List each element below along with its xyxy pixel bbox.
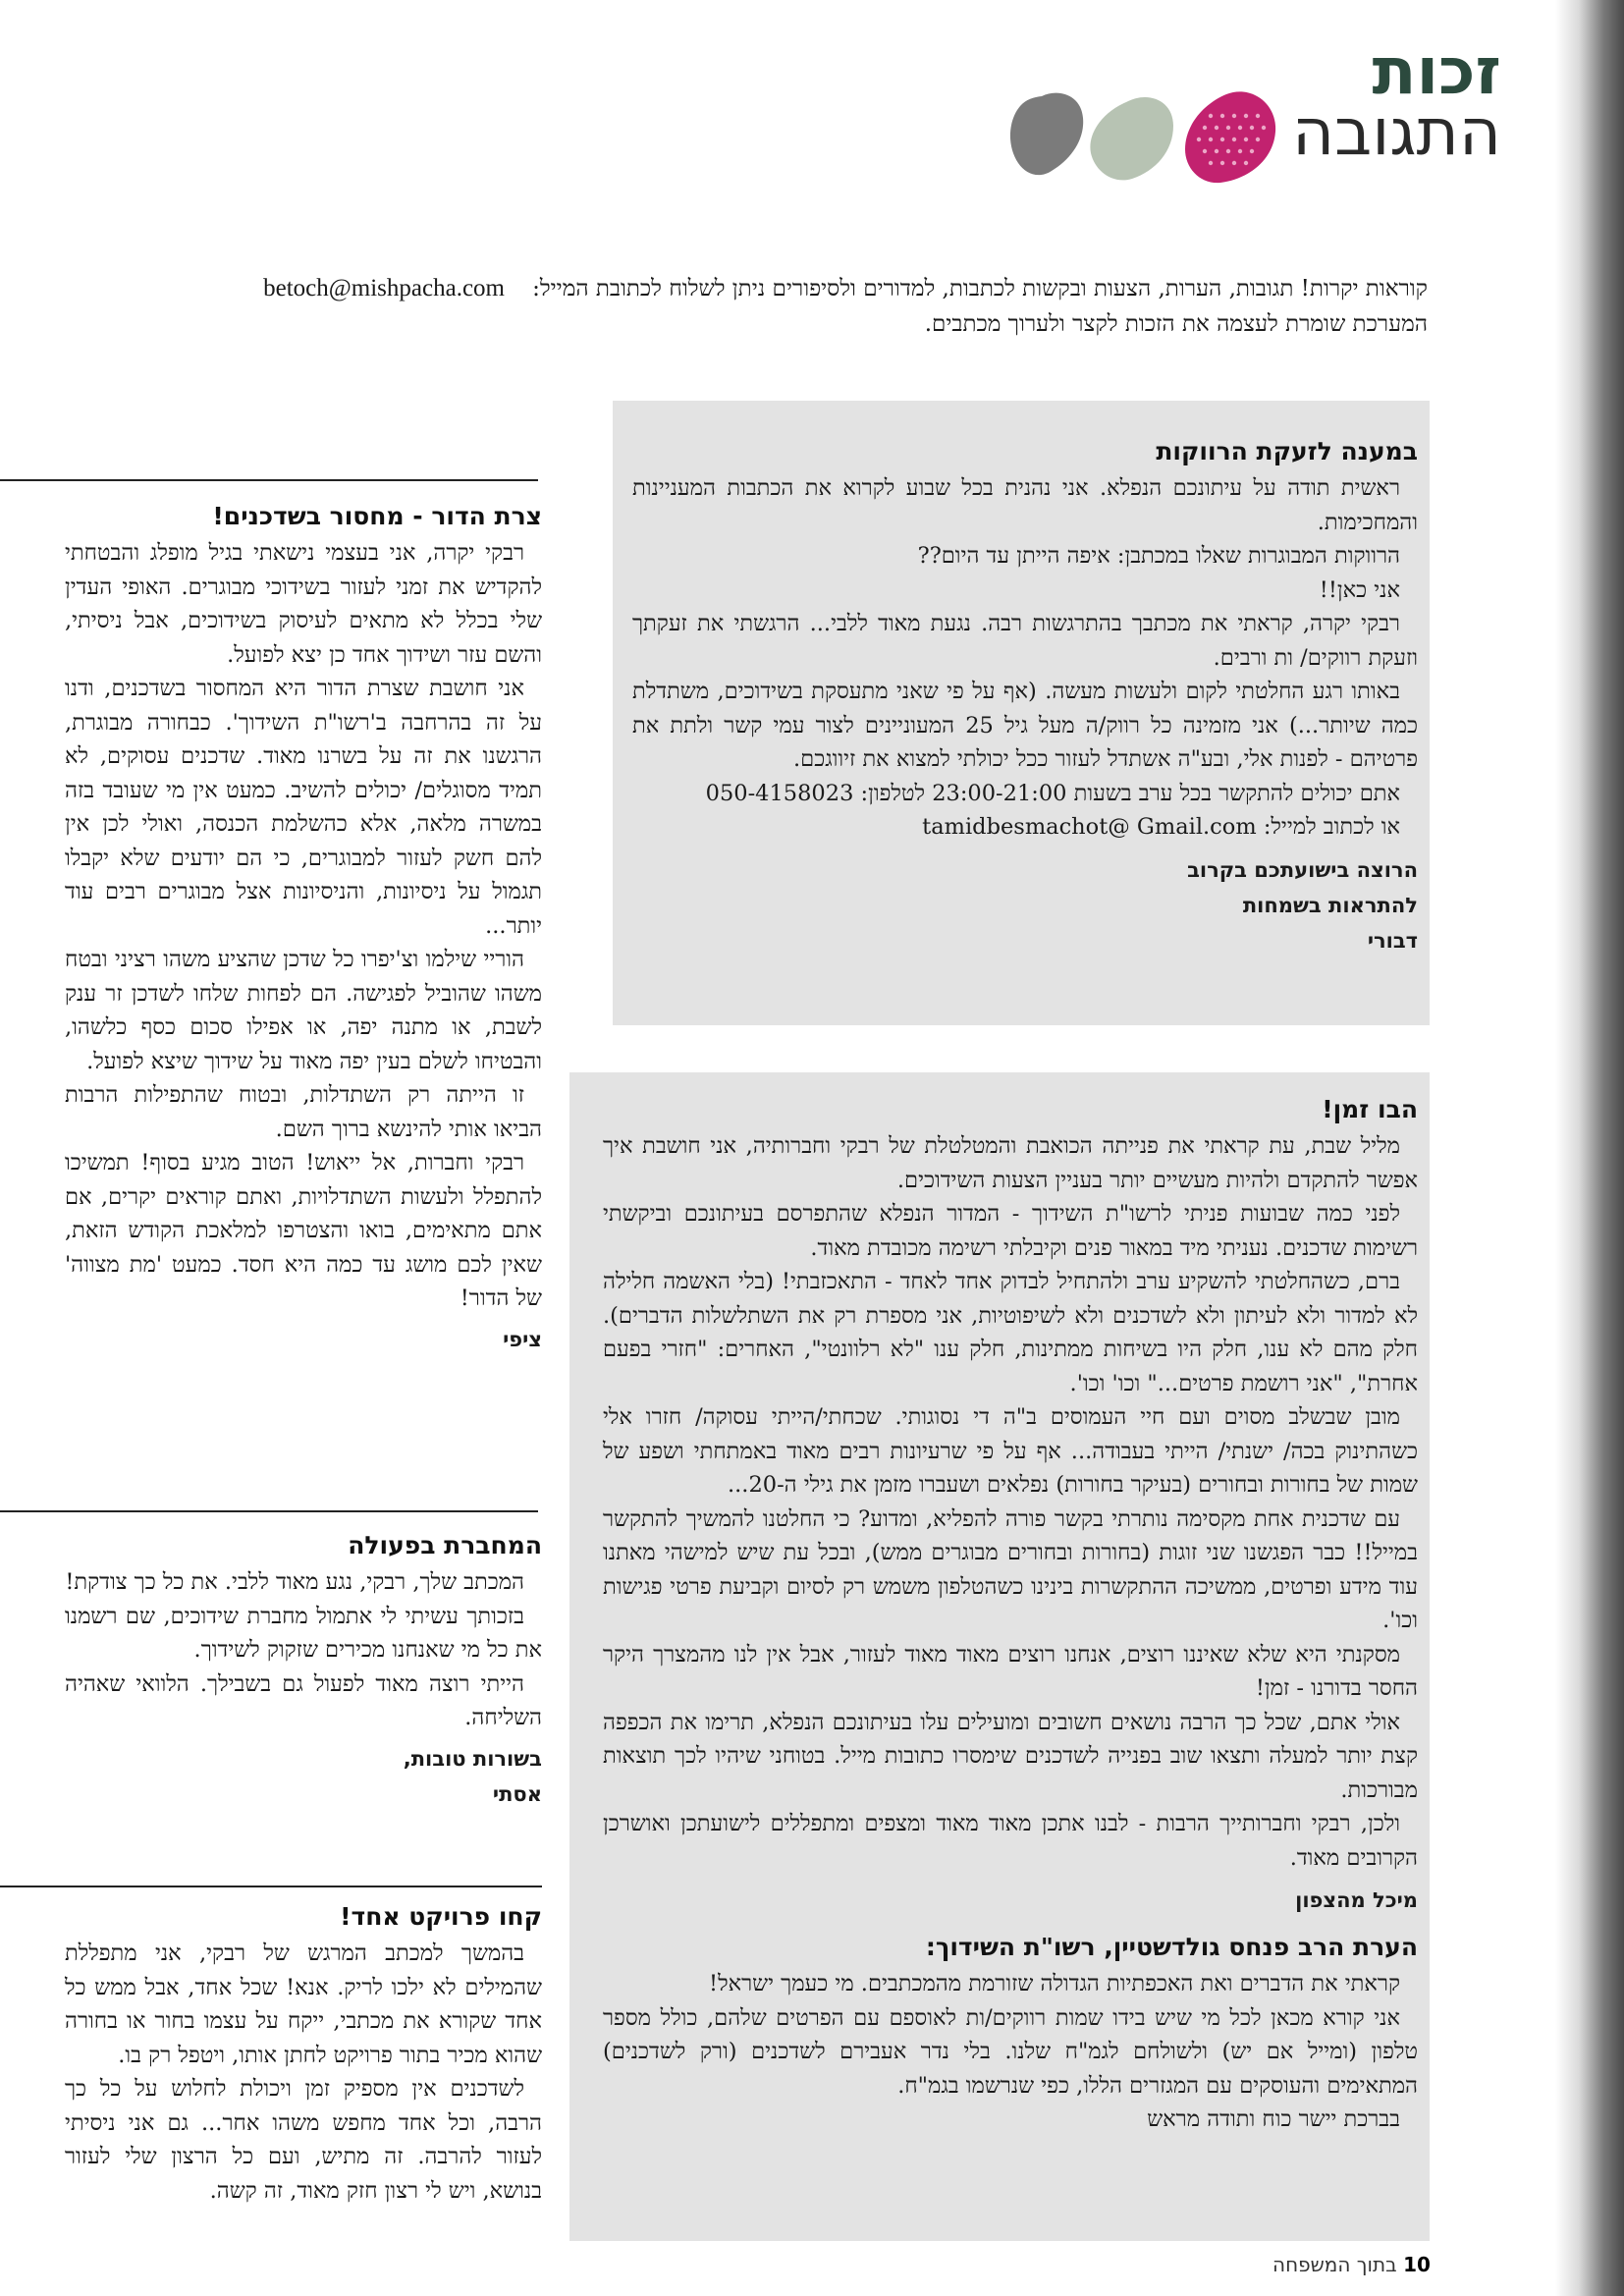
letter-paragraph: מובן שבשלב מסוים ועם חיי העמוסים ב"ה די נסוגותי. שכחתי/הייתי עסוקה/ חזרו אלי כשהתינוק בכה/ ישנתי/ הייתי בעבודה... אף על פי שרעיונות רבים מאוד באמתחתי ושפע של שמות של בחורות ובחורים (בעיקר בחורות) נפלאים ושעברו מזמן את גילי ה-20... (603, 1404, 1418, 1498)
editor-note-title: הערת הרב פנחס גולדשטיין, רשו"ת השידוך: (925, 1933, 1418, 1961)
letter-paragraph: אני כאן!! (1319, 576, 1400, 603)
column-divider (0, 1510, 538, 1512)
letter-paragraph: רבקי יקרה, קראתי את מכתבך בהתרגשות רבה. נגעת מאוד ללבי... הרגשתי את זעקתך וזעקת רווקים/ ות ורבים. (632, 611, 1418, 671)
editor-note-paragraph: אני קורא מכאן לכל מי שיש בידו שמות רווקים/ות לאוספם עם הפרטים שלהם, כולל מספר טלפון (ומייל אם יש) ולשולחם לגמ"ח שלנו. בלי נדר אעבירם לשדכנים (ורק לשדכנים) המתאימים והעוסקים עם המגזרים הללו, כפי שנרשמו בגמ"ח. (603, 2004, 1418, 2099)
editor-note-paragraph: קראתי את הדברים ואת האכפתיות הגדולה שזורמת מהמכתבים. מי כעמך ישראל! (709, 1971, 1400, 1996)
letter-title: קחו פרויקט אחד! (340, 1902, 542, 1931)
letter-paragraph: הרווקות המבוגרות שאלו במכתבן: איפה הייתן עד היום?? (917, 543, 1400, 569)
letter-paragraph: ראשית תודה על עיתונכם הנפלא. אני נהנית בכל שבוע לקרוא את הכתבות המעניינות והמחכימות. (632, 475, 1418, 535)
letter-paragraph: בזכותך עשיתי לי אתמול מחברת שידוכים, שם רשמנו את כל מי שאנחנו מכירים שזקוק לשידוך. (65, 1603, 542, 1663)
letter-paragraph: מליל שבת, עת קראתי את פנייתה הכואבת והמטלטלת של רבקי וחברותיה, אני חושבת איך אפשר להתקדם ולהיות מעשיים יותר בעניין הצעות השידוכים. (603, 1133, 1418, 1193)
letter-paragraph: רבקי וחברות, אל ייאוש! הטוב מגיע בסוף! תמשיכו להתפלל ולעשות השתדלויות, ואתם קוראים יקרים, אם אתם מתאימים, בואו והצטרפו למלאכת הקודש הזאת, שאין לכם מושג עד כמה היא חסד. כמעט 'מת מצווה' של הדור! (65, 1150, 542, 1311)
letter-paragraph: מסקנתי היא שלא שאיננו רוצים, אנחנו רוצים מאוד מאוד לעזור, אבל אין לנו מהמצרך היקר החסר בדורנו - זמן! (603, 1641, 1418, 1701)
column-divider (0, 479, 538, 481)
letter-1 (632, 432, 1418, 958)
sage-heart-icon (1090, 97, 1173, 180)
magazine-section-name: בתוך המשפחה (1272, 2253, 1397, 2276)
letter-paragraph: אולי אתם, שכל כך הרבה נושאים חשובים ומועילים עלו בעיתונכם הנפלא, תרימו את הכפפה קצת יותר למעלה ותצאו שוב בפנייה לשדכנים שימסרו כתובות מייל. בטוחני שיהיו לכך תוצאות מבורכות. (603, 1709, 1418, 1803)
letter-3 (65, 497, 542, 1357)
intro-email-link[interactable]: betoch@mishpacha.com (263, 275, 505, 301)
gray-heart-icon (1010, 93, 1083, 176)
letter-paragraph: ולכן, רבקי וחברותייך הרבות - לבנו אתכן מאוד מאוד ומצפים ומתפללים לישועתכן ואושרכן הקרובים מאוד. (603, 1811, 1418, 1871)
letter-title: הבו זמן! (1322, 1095, 1418, 1123)
letter-paragraph: רבקי יקרה, אני בעצמי נישאתי בגיל מופלג והבטחתי להקדיש את זמני לעזור בשידוכי מבוגרים. האופי העדין שלי בכלל לא מתאים לעיסוק בשידוכים, אבל ניסיתי, והשם עזר ושידוך אחד כן יצא לפועל. (65, 540, 542, 668)
letter-signature: להתראות בשמחות (1242, 893, 1418, 917)
page-footer (1272, 2253, 1440, 2276)
letter-paragraph: המכתב שלך, רבקי, נגע מאוד ללבי. את כל כך צודקת! (65, 1569, 524, 1595)
letter-paragraph: הוריי שילמו וצ'יפרו כל שדכן שהציע משהו רציני ובטח משהו שהוביל לפגישה. הם לפחות שלחו לשדכן זר ענק לשבת, או מתנה יפה, או אפילו סכום כסף כלשהו, והבטיחו לשלם בעין יפה מאוד על שידוך שיצא לפועל. (65, 947, 542, 1074)
section-header (1030, 33, 1501, 175)
letter-paragraph: זו הייתה רק השתדלות, ובטוח שהתפילות הרבות הביאו אותי להינשא ברוך השם. (65, 1082, 542, 1142)
letter-paragraph: ברם, כשהחלטתי להשקיע ערב ולהתחיל לבדוק אחד לאחד - התאכזבתי! (בלי האשמה חלילה לא למדור ולא לעיתון ולא לשדכנים ולא לשיפוטיות, אני מספרת רק את השתלשלות הדברים). חלק מהם לא ענו, חלק היו בשיחות ממתינות, חלק ענו "לא רלוונטי", האחרים: "חזרי בפעם אחרת", "אני רושמת פרטים..." וכו' וכו'. (603, 1269, 1418, 1396)
letter-paragraph: באותו רגע החלטתי לקום ולעשות מעשה. (אף על פי שאני מתעסקת בשידוכים, משתדלת כמה שיותר...) אני מזמינה כל רווק/ה מעל גיל 25 המעוניינים לצור עמי קשר ולתת את פרטיהם - לפנות אלי, ובע"ה אשתדל לעזור ככל יכולתי למצוא את זיווגכם. (632, 679, 1418, 772)
intro-line1: קוראות יקרות! תגובות, הערות, הצעות ובקשות לכתבות, למדורים ולסיפורים ניתן לשלוח לכתובת המייל: (532, 276, 1428, 301)
hearts-logo-icon (1001, 77, 1295, 204)
intro-notice (171, 271, 1428, 350)
page-edge-shadow (1555, 0, 1624, 2296)
letter-paragraph: עם שדכנית אחת מקסימה נותרתי בקשר פורה להפליא, ומדוע? כי החלטנו להמשיך להתקשר במייל!! כבר הפגשנו שני זוגות (בחורות ובחורים מבוגרים ממש), ובכל עת שיש למישהי מאתנו עוד מידע ופרטים, ממשיכה ההתקשרות בינינו כשהטלפון משמש רק לסיום וקביעת פרטי פגישות וכו'. (603, 1505, 1418, 1633)
letter-title: המחברת בפעולה (348, 1531, 542, 1559)
letter-2 (603, 1090, 1418, 2137)
editor-note-paragraph: בברכת יישר כוח ותודה מראש (1147, 2106, 1400, 2132)
letter-paragraph: אתם יכולים להתקשר בכל ערב בשעות 23:00-21:00 לטלפון: 050-4158023 (705, 780, 1400, 806)
letter-paragraph: לפני כמה שבועות פניתי לרשו"ת השידוך - המדור הנפלא שהתפרסם בעיתונכם וביקשתי רשימות שדכנים. נעניתי מיד במאור פנים וקיבלתי רשימה מכובדת מאוד. (603, 1201, 1418, 1261)
letter-title: צרת הדור - מחסור בשדכנים! (212, 502, 542, 530)
letter-signature: דבורי (1367, 928, 1418, 953)
letter-paragraph: אני חושבת שצרת הדור היא המחסור בשדכנים, ודנו על זה בהרחבה ב'רשו"ת השידוך'. כבחורה מבוגרת, הרגשנו את זה על בשרנו מאוד. שדכנים עסוקים, לא תמיד מסוגלים/ יכולים להשיב. כמעט אין מי שעובד בזה במשרה מלאה, אלא כהשלמת הכנסה, ואולי לכן אין להם חשק לעזור למבוגרים, כי הם יודעים שלא יקבלו תגמול על ניסיונות, והניסיונות אצל מבוגרים רבים עוד יותר... (65, 676, 542, 939)
pink-heart-icon (1185, 91, 1275, 183)
letter-paragraph: הייתי רוצה מאוד לפעול גם בשבילך. הלוואי שאהיה השליחה. (65, 1670, 542, 1730)
letter-signature: הרוצה בישועתכם בקרוב (1187, 857, 1418, 882)
column-divider (0, 1886, 542, 1887)
section-title-bottom: התגובה (1292, 94, 1501, 170)
letter-signature: מיכל מהצפון (1295, 1888, 1418, 1912)
letter-signature: אסתי (492, 1781, 542, 1806)
letter-5 (65, 1897, 542, 2208)
letter-title: במענה לזעקת הרווקות (1156, 437, 1418, 465)
letter-paragraph: או לכתוב למייל: tamidbesmachot@ Gmail.com (922, 814, 1400, 840)
letter-4 (65, 1526, 542, 1812)
letter-signature: ציפי (503, 1327, 542, 1351)
page-number: 10 (1403, 2253, 1431, 2276)
letter-paragraph: בהמשך למכתב המרגש של רבקי, אני מתפללת שהמילים לא ילכו לריק. אנא! שכל אחד, אבל ממש כל אחד שקורא את מכתבי, ייקח על עצמו בחור או בחורה שהוא מכיר בתור פרויקט לחתן אותו, ויטפל רק בו. (65, 1941, 542, 2068)
letter-paragraph: לשדכנים אין מספיק זמן ויכולת לחלוש על כל כך הרבה, וכל אחד מחפש משהו אחר... גם אני ניסיתי לעזור להרבה. זה מתיש, ועם כל הרצון שלי לעזור בנושא, ויש לי רצון חזק מאוד, זה קשה. (65, 2076, 542, 2204)
letter-signature: בשורות טובות, (403, 1746, 542, 1771)
section-title-top: זכות (1372, 33, 1501, 109)
intro-line2: המערכת שומרת לעצמה את הזכות לקצר ולערוך מכתבים. (924, 311, 1428, 337)
